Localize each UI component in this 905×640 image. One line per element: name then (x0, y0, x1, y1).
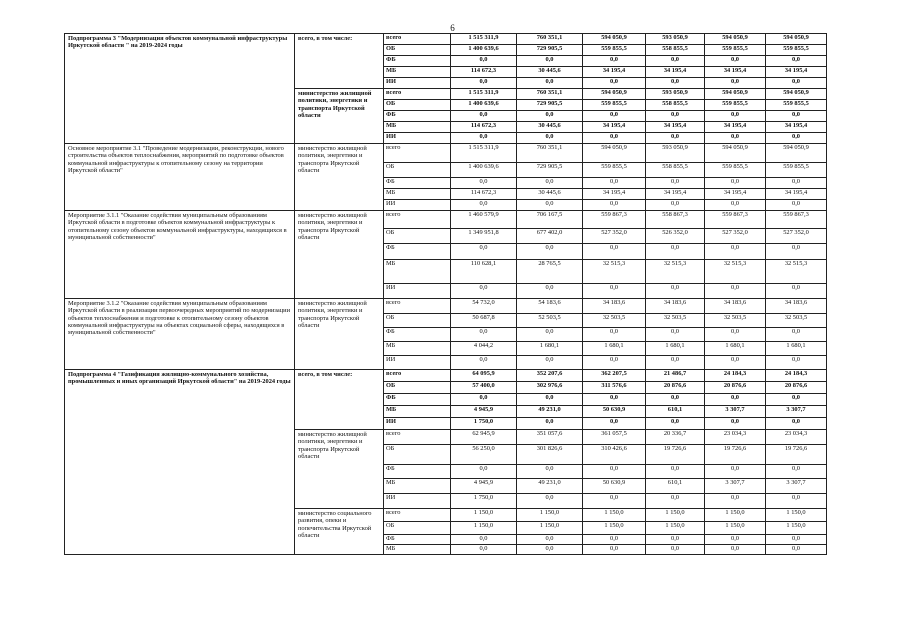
value-cell-y2020: 729 905,5 (517, 45, 583, 56)
value-cell-y2024: 0,0 (766, 394, 827, 406)
value-cell-y2019: 57 400,0 (451, 382, 517, 394)
value-cell-y2022: 1 150,0 (646, 522, 705, 535)
value-cell-y2020: 1 680,1 (517, 342, 583, 356)
funding-source-cell: всего (384, 299, 451, 314)
value-cell-y2024: 0,0 (766, 545, 827, 555)
value-cell-y2024: 32 503,5 (766, 314, 827, 328)
value-cell-y2022: 0,0 (646, 394, 705, 406)
value-cell-y2020: 302 976,6 (517, 382, 583, 394)
funding-source-cell: ИИ (384, 494, 451, 509)
value-cell-y2022: 21 486,7 (646, 370, 705, 382)
value-cell-y2023: 1 150,0 (705, 522, 766, 535)
value-cell-y2021: 0,0 (583, 111, 646, 122)
responsible-cell: министерство жилищной политики, энергетики и транспорта Иркутской области (295, 299, 384, 370)
value-cell-y2021: 559 855,5 (583, 163, 646, 178)
value-cell-y2020: 1 150,0 (517, 522, 583, 535)
value-cell-y2021: 361 057,5 (583, 430, 646, 445)
value-cell-y2023: 19 726,6 (705, 445, 766, 465)
value-cell-y2021: 34 195,4 (583, 122, 646, 133)
responsible-cell: всего, в том числе: (295, 34, 384, 89)
value-cell-y2022: 0,0 (646, 78, 705, 89)
value-cell-y2022: 0,0 (646, 494, 705, 509)
value-cell-y2019: 1 460 579,9 (451, 211, 517, 229)
value-cell-y2019: 0,0 (451, 200, 517, 211)
funding-source-cell: ИИ (384, 133, 451, 144)
value-cell-y2020: 30 445,6 (517, 189, 583, 200)
value-cell-y2020: 0,0 (517, 356, 583, 370)
value-cell-y2024: 34 195,4 (766, 67, 827, 78)
value-cell-y2022: 558 855,5 (646, 45, 705, 56)
value-cell-y2023: 24 184,3 (705, 370, 766, 382)
value-cell-y2023: 0,0 (705, 418, 766, 430)
value-cell-y2019: 0,0 (451, 133, 517, 144)
value-cell-y2023: 0,0 (705, 244, 766, 260)
value-cell-y2024: 0,0 (766, 535, 827, 545)
value-cell-y2021: 0,0 (583, 244, 646, 260)
funding-source-cell: ФБ (384, 328, 451, 342)
value-cell-y2021: 0,0 (583, 465, 646, 479)
value-cell-y2019: 0,0 (451, 356, 517, 370)
value-cell-y2023: 0,0 (705, 284, 766, 299)
value-cell-y2022: 0,0 (646, 133, 705, 144)
value-cell-y2024: 24 184,3 (766, 370, 827, 382)
value-cell-y2021: 594 050,9 (583, 89, 646, 100)
value-cell-y2021: 311 576,6 (583, 382, 646, 394)
value-cell-y2019: 110 628,1 (451, 260, 517, 284)
value-cell-y2022: 610,1 (646, 479, 705, 494)
value-cell-y2021: 32 503,5 (583, 314, 646, 328)
funding-source-cell: МБ (384, 406, 451, 418)
value-cell-y2024: 1 680,1 (766, 342, 827, 356)
funding-source-cell: всего (384, 89, 451, 100)
value-cell-y2021: 0,0 (583, 545, 646, 555)
value-cell-y2022: 593 050,9 (646, 34, 705, 45)
value-cell-y2023: 0,0 (705, 535, 766, 545)
budget-table-body (65, 34, 883, 555)
budget-table (64, 33, 883, 555)
value-cell-y2020: 729 905,5 (517, 163, 583, 178)
table-row (65, 299, 883, 314)
value-cell-y2022: 20 336,7 (646, 430, 705, 445)
value-cell-y2023: 559 855,5 (705, 45, 766, 56)
value-cell-y2023: 0,0 (705, 111, 766, 122)
funding-source-cell: всего (384, 144, 451, 163)
value-cell-y2022: 0,0 (646, 244, 705, 260)
value-cell-y2021: 362 207,5 (583, 370, 646, 382)
funding-source-cell: ОБ (384, 100, 451, 111)
funding-source-cell: ОБ (384, 445, 451, 465)
value-cell-y2021: 1 680,1 (583, 342, 646, 356)
funding-source-cell: ФБ (384, 178, 451, 189)
responsible-cell: министерство жилищной политики, энергетики и транспорта Иркутской области (295, 430, 384, 509)
value-cell-y2020: 49 231,0 (517, 406, 583, 418)
value-cell-y2019: 1 515 311,9 (451, 34, 517, 45)
value-cell-y2021: 0,0 (583, 56, 646, 67)
value-cell-y2022: 1 680,1 (646, 342, 705, 356)
value-cell-y2021: 0,0 (583, 535, 646, 545)
funding-source-cell: ОБ (384, 314, 451, 328)
funding-source-cell: ОБ (384, 522, 451, 535)
funding-source-cell: всего (384, 430, 451, 445)
value-cell-y2024: 559 867,3 (766, 211, 827, 229)
value-cell-y2019: 50 687,8 (451, 314, 517, 328)
value-cell-y2024: 0,0 (766, 356, 827, 370)
funding-source-cell: ИИ (384, 418, 451, 430)
value-cell-y2023: 527 352,0 (705, 229, 766, 244)
value-cell-y2024: 20 876,6 (766, 382, 827, 394)
value-cell-y2022: 0,0 (646, 178, 705, 189)
value-cell-y2020: 0,0 (517, 78, 583, 89)
value-cell-y2022: 558 855,5 (646, 100, 705, 111)
value-cell-y2019: 114 672,3 (451, 122, 517, 133)
value-cell-y2020: 49 231,0 (517, 479, 583, 494)
value-cell-y2022: 1 150,0 (646, 509, 705, 522)
value-cell-y2019: 114 672,3 (451, 67, 517, 78)
table-row (65, 370, 883, 382)
value-cell-y2019: 1 400 639,6 (451, 45, 517, 56)
value-cell-y2021: 0,0 (583, 133, 646, 144)
funding-source-cell: МБ (384, 189, 451, 200)
responsible-cell: министерство социального развития, опеки и попечительства Иркутской области (295, 509, 384, 555)
value-cell-y2019: 1 515 311,9 (451, 89, 517, 100)
value-cell-y2020: 760 351,1 (517, 34, 583, 45)
funding-source-cell: ИИ (384, 200, 451, 211)
value-cell-y2022: 0,0 (646, 418, 705, 430)
value-cell-y2019: 1 750,0 (451, 494, 517, 509)
funding-source-cell: ФБ (384, 111, 451, 122)
value-cell-y2024: 1 150,0 (766, 509, 827, 522)
funding-source-cell: ФБ (384, 535, 451, 545)
value-cell-y2022: 0,0 (646, 545, 705, 555)
value-cell-y2019: 1 349 951,8 (451, 229, 517, 244)
value-cell-y2022: 34 183,6 (646, 299, 705, 314)
value-cell-y2021: 0,0 (583, 78, 646, 89)
value-cell-y2020: 0,0 (517, 418, 583, 430)
value-cell-y2023: 0,0 (705, 328, 766, 342)
value-cell-y2023: 34 183,6 (705, 299, 766, 314)
value-cell-y2022: 593 050,9 (646, 144, 705, 163)
value-cell-y2023: 0,0 (705, 465, 766, 479)
value-cell-y2021: 559 855,5 (583, 45, 646, 56)
value-cell-y2019: 4 945,9 (451, 479, 517, 494)
value-cell-y2021: 0,0 (583, 494, 646, 509)
value-cell-y2023: 0,0 (705, 133, 766, 144)
value-cell-y2023: 0,0 (705, 494, 766, 509)
value-cell-y2024: 0,0 (766, 56, 827, 67)
funding-source-cell: ФБ (384, 244, 451, 260)
value-cell-y2022: 20 876,6 (646, 382, 705, 394)
value-cell-y2019: 1 400 639,6 (451, 163, 517, 178)
value-cell-y2020: 352 207,6 (517, 370, 583, 382)
value-cell-y2019: 0,0 (451, 545, 517, 555)
value-cell-y2024: 0,0 (766, 465, 827, 479)
value-cell-y2020: 30 445,6 (517, 122, 583, 133)
value-cell-y2023: 20 876,6 (705, 382, 766, 394)
value-cell-y2022: 34 195,4 (646, 189, 705, 200)
value-cell-y2019: 0,0 (451, 111, 517, 122)
value-cell-y2020: 0,0 (517, 178, 583, 189)
value-cell-y2019: 4 945,9 (451, 406, 517, 418)
funding-source-cell: ОБ (384, 45, 451, 56)
funding-source-cell: всего (384, 34, 451, 45)
value-cell-y2022: 34 195,4 (646, 67, 705, 78)
value-cell-y2023: 34 195,4 (705, 67, 766, 78)
value-cell-y2024: 559 855,5 (766, 100, 827, 111)
value-cell-y2020: 677 402,0 (517, 229, 583, 244)
value-cell-y2020: 1 150,0 (517, 509, 583, 522)
value-cell-y2020: 351 057,6 (517, 430, 583, 445)
value-cell-y2020: 0,0 (517, 465, 583, 479)
value-cell-y2019: 54 732,0 (451, 299, 517, 314)
funding-source-cell: всего (384, 211, 451, 229)
value-cell-y2020: 54 183,6 (517, 299, 583, 314)
value-cell-y2022: 32 515,3 (646, 260, 705, 284)
value-cell-y2024: 0,0 (766, 418, 827, 430)
value-cell-y2021: 0,0 (583, 200, 646, 211)
value-cell-y2019: 0,0 (451, 244, 517, 260)
value-cell-y2022: 0,0 (646, 356, 705, 370)
value-cell-y2024: 32 515,3 (766, 260, 827, 284)
value-cell-y2019: 0,0 (451, 284, 517, 299)
value-cell-y2020: 760 351,1 (517, 89, 583, 100)
value-cell-y2023: 0,0 (705, 200, 766, 211)
responsible-cell: министерство жилищной политики, энергетики и транспорта Иркутской области (295, 144, 384, 211)
value-cell-y2023: 559 855,5 (705, 100, 766, 111)
value-cell-y2019: 56 250,0 (451, 445, 517, 465)
value-cell-y2022: 34 195,4 (646, 122, 705, 133)
value-cell-y2023: 32 503,5 (705, 314, 766, 328)
value-cell-y2021: 0,0 (583, 356, 646, 370)
funding-source-cell: ИИ (384, 284, 451, 299)
value-cell-y2024: 594 050,9 (766, 34, 827, 45)
program-name-cell: Подпрограмма 3 "Модернизация объектов коммунальной инфраструктуры Иркутской области " на 2019-2024 годы (65, 34, 295, 144)
value-cell-y2021: 594 050,9 (583, 34, 646, 45)
value-cell-y2024: 559 855,5 (766, 45, 827, 56)
value-cell-y2019: 114 672,3 (451, 189, 517, 200)
value-cell-y2021: 34 195,4 (583, 189, 646, 200)
value-cell-y2024: 34 195,4 (766, 189, 827, 200)
value-cell-y2024: 23 034,3 (766, 430, 827, 445)
value-cell-y2021: 0,0 (583, 284, 646, 299)
value-cell-y2020: 0,0 (517, 56, 583, 67)
value-cell-y2023: 594 050,9 (705, 89, 766, 100)
funding-source-cell: ИИ (384, 356, 451, 370)
value-cell-y2024: 0,0 (766, 78, 827, 89)
responsible-cell: министерство жилищной политики, энергетики и транспорта Иркутской области (295, 89, 384, 144)
value-cell-y2021: 0,0 (583, 394, 646, 406)
program-name-cell: Мероприятие 3.1.2 "Оказание содействия муниципальным образованиям Иркутской области в реализации первоочередных мероприятий по модернизации объектов теплоснабжения и подготовке к отопительному сезону объектов коммунальной инфраструктуры на объектах социальной сферы, находящихся в муниципальной собственности" (65, 299, 295, 370)
value-cell-y2023: 34 195,4 (705, 122, 766, 133)
value-cell-y2020: 706 167,5 (517, 211, 583, 229)
value-cell-y2023: 594 050,9 (705, 34, 766, 45)
program-name-cell: Мероприятие 3.1.1 "Оказание содействия муниципальным образованиям Иркутской области в подготовке объектов коммунальной инфраструктуры к отопительному сезону объектов коммунальной инфраструктуры, находящихся в муниципальной собственности" (65, 211, 295, 299)
value-cell-y2019: 64 095,9 (451, 370, 517, 382)
value-cell-y2019: 0,0 (451, 535, 517, 545)
funding-source-cell: ФБ (384, 465, 451, 479)
program-name-cell: Подпрограмма 4 "Газификация жилищно-коммунального хозяйства, промышленных и иных организаций Иркутской области" на 2019-2024 годы (65, 370, 295, 555)
budget-table-wrapper (64, 33, 882, 555)
value-cell-y2020: 0,0 (517, 111, 583, 122)
value-cell-y2019: 0,0 (451, 56, 517, 67)
value-cell-y2021: 1 150,0 (583, 522, 646, 535)
value-cell-y2022: 0,0 (646, 535, 705, 545)
value-cell-y2023: 34 195,4 (705, 189, 766, 200)
value-cell-y2023: 23 034,3 (705, 430, 766, 445)
value-cell-y2021: 34 183,6 (583, 299, 646, 314)
value-cell-y2019: 62 945,9 (451, 430, 517, 445)
value-cell-y2019: 1 150,0 (451, 522, 517, 535)
funding-source-cell: ФБ (384, 394, 451, 406)
value-cell-y2021: 527 352,0 (583, 229, 646, 244)
value-cell-y2023: 0,0 (705, 78, 766, 89)
value-cell-y2019: 1 150,0 (451, 509, 517, 522)
value-cell-y2023: 559 867,3 (705, 211, 766, 229)
value-cell-y2024: 559 855,5 (766, 163, 827, 178)
value-cell-y2022: 0,0 (646, 328, 705, 342)
value-cell-y2023: 32 515,3 (705, 260, 766, 284)
value-cell-y2021: 32 515,3 (583, 260, 646, 284)
value-cell-y2021: 0,0 (583, 178, 646, 189)
value-cell-y2021: 594 050,9 (583, 144, 646, 163)
funding-source-cell: ФБ (384, 56, 451, 67)
value-cell-y2024: 0,0 (766, 284, 827, 299)
value-cell-y2022: 19 726,6 (646, 445, 705, 465)
value-cell-y2019: 0,0 (451, 78, 517, 89)
value-cell-y2022: 0,0 (646, 284, 705, 299)
value-cell-y2020: 0,0 (517, 394, 583, 406)
value-cell-y2020: 30 445,6 (517, 67, 583, 78)
funding-source-cell: МБ (384, 260, 451, 284)
value-cell-y2024: 19 726,6 (766, 445, 827, 465)
value-cell-y2022: 558 855,5 (646, 163, 705, 178)
value-cell-y2023: 0,0 (705, 356, 766, 370)
value-cell-y2019: 1 750,0 (451, 418, 517, 430)
value-cell-y2021: 0,0 (583, 328, 646, 342)
value-cell-y2021: 559 855,5 (583, 100, 646, 111)
value-cell-y2020: 0,0 (517, 284, 583, 299)
value-cell-y2023: 0,0 (705, 545, 766, 555)
value-cell-y2022: 610,1 (646, 406, 705, 418)
value-cell-y2024: 0,0 (766, 200, 827, 211)
funding-source-cell: ОБ (384, 382, 451, 394)
value-cell-y2020: 0,0 (517, 535, 583, 545)
table-row (65, 144, 883, 163)
value-cell-y2019: 0,0 (451, 394, 517, 406)
value-cell-y2021: 34 195,4 (583, 67, 646, 78)
value-cell-y2020: 301 826,6 (517, 445, 583, 465)
value-cell-y2020: 0,0 (517, 328, 583, 342)
value-cell-y2024: 527 352,0 (766, 229, 827, 244)
value-cell-y2020: 729 905,5 (517, 100, 583, 111)
value-cell-y2021: 50 630,9 (583, 406, 646, 418)
value-cell-y2024: 1 150,0 (766, 522, 827, 535)
value-cell-y2024: 0,0 (766, 111, 827, 122)
value-cell-y2023: 0,0 (705, 178, 766, 189)
value-cell-y2024: 594 050,9 (766, 89, 827, 100)
value-cell-y2024: 34 195,4 (766, 122, 827, 133)
value-cell-y2019: 1 515 311,9 (451, 144, 517, 163)
funding-source-cell: МБ (384, 342, 451, 356)
value-cell-y2024: 3 307,7 (766, 406, 827, 418)
funding-source-cell: МБ (384, 545, 451, 555)
value-cell-y2019: 0,0 (451, 178, 517, 189)
value-cell-y2022: 526 352,0 (646, 229, 705, 244)
value-cell-y2023: 0,0 (705, 56, 766, 67)
funding-source-cell: ОБ (384, 229, 451, 244)
value-cell-y2021: 1 150,0 (583, 509, 646, 522)
value-cell-y2024: 0,0 (766, 133, 827, 144)
value-cell-y2023: 594 050,9 (705, 144, 766, 163)
value-cell-y2024: 0,0 (766, 178, 827, 189)
value-cell-y2022: 0,0 (646, 111, 705, 122)
value-cell-y2019: 0,0 (451, 328, 517, 342)
funding-source-cell: МБ (384, 479, 451, 494)
value-cell-y2021: 559 867,3 (583, 211, 646, 229)
responsible-cell: министерство жилищной политики, энергетики и транспорта Иркутской области (295, 211, 384, 299)
value-cell-y2021: 50 630,9 (583, 479, 646, 494)
value-cell-y2024: 0,0 (766, 494, 827, 509)
value-cell-y2022: 0,0 (646, 56, 705, 67)
value-cell-y2020: 52 503,5 (517, 314, 583, 328)
value-cell-y2020: 760 351,1 (517, 144, 583, 163)
value-cell-y2023: 559 855,5 (705, 163, 766, 178)
value-cell-y2022: 0,0 (646, 465, 705, 479)
value-cell-y2023: 3 307,7 (705, 406, 766, 418)
value-cell-y2020: 0,0 (517, 133, 583, 144)
funding-source-cell: МБ (384, 67, 451, 78)
value-cell-y2022: 32 503,5 (646, 314, 705, 328)
value-cell-y2020: 0,0 (517, 494, 583, 509)
value-cell-y2021: 310 426,6 (583, 445, 646, 465)
value-cell-y2020: 0,0 (517, 244, 583, 260)
value-cell-y2021: 0,0 (583, 418, 646, 430)
value-cell-y2024: 0,0 (766, 328, 827, 342)
value-cell-y2024: 594 050,9 (766, 144, 827, 163)
funding-source-cell: МБ (384, 122, 451, 133)
value-cell-y2019: 1 400 639,6 (451, 100, 517, 111)
funding-source-cell: всего (384, 370, 451, 382)
value-cell-y2023: 1 680,1 (705, 342, 766, 356)
table-row (65, 211, 883, 229)
value-cell-y2020: 28 765,5 (517, 260, 583, 284)
table-row (65, 34, 883, 45)
value-cell-y2024: 0,0 (766, 244, 827, 260)
value-cell-y2022: 0,0 (646, 200, 705, 211)
value-cell-y2020: 0,0 (517, 200, 583, 211)
value-cell-y2023: 3 307,7 (705, 479, 766, 494)
value-cell-y2024: 34 183,6 (766, 299, 827, 314)
program-name-cell: Основное мероприятие 3.1 "Проведение модернизации, реконструкции, нового строительства объектов теплоснабжения, мероприятий по подготовке объектов коммунальной инфраструктуры к отопительному сезону на территории Иркутской области" (65, 144, 295, 211)
value-cell-y2023: 1 150,0 (705, 509, 766, 522)
value-cell-y2022: 558 867,3 (646, 211, 705, 229)
value-cell-y2022: 593 050,9 (646, 89, 705, 100)
value-cell-y2020: 0,0 (517, 545, 583, 555)
value-cell-y2024: 3 307,7 (766, 479, 827, 494)
value-cell-y2019: 4 044,2 (451, 342, 517, 356)
funding-source-cell: ИИ (384, 78, 451, 89)
responsible-cell: всего, в том числе: (295, 370, 384, 430)
page-number: 6 (450, 23, 455, 33)
value-cell-y2023: 0,0 (705, 394, 766, 406)
funding-source-cell: ОБ (384, 163, 451, 178)
funding-source-cell: всего (384, 509, 451, 522)
value-cell-y2019: 0,0 (451, 465, 517, 479)
